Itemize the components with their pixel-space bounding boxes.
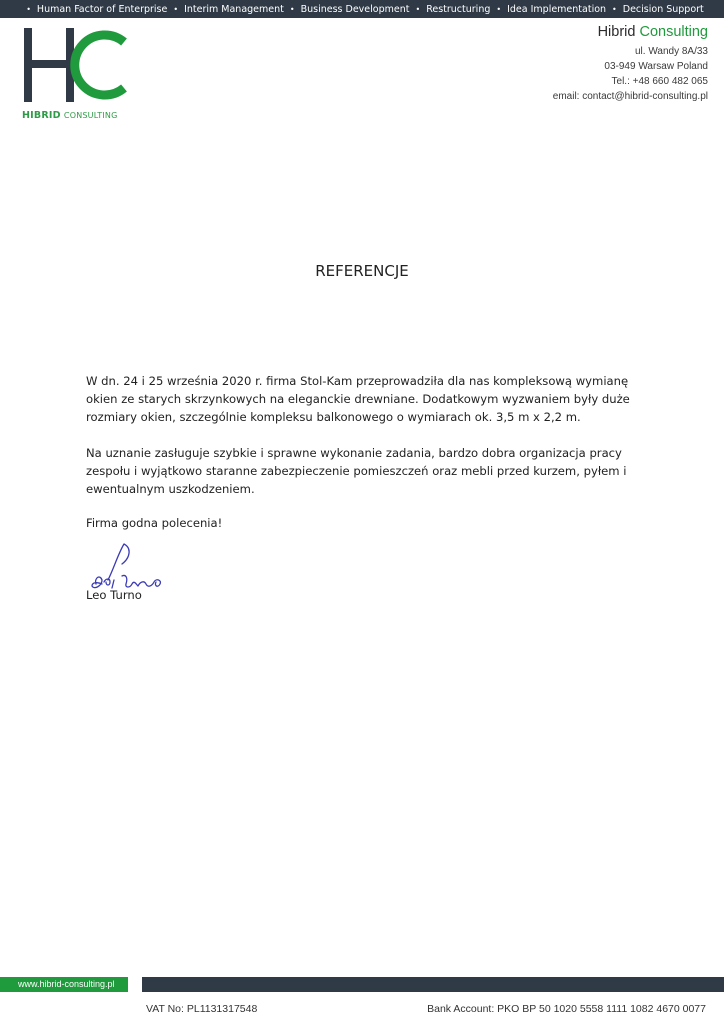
signer-name: Leo Turno (86, 588, 142, 602)
bullet: • (173, 4, 179, 14)
logo-caption-hibrid: HIBRID (22, 110, 61, 121)
company-name-consulting: Consulting (639, 24, 708, 40)
company-info (553, 24, 708, 104)
hc-logo (18, 22, 134, 122)
bullet: • (612, 4, 617, 14)
email: email: contact@hibrid-consulting.pl (552, 91, 708, 102)
logo-caption-consulting: CONSULTING (63, 111, 118, 120)
services-bar (0, 0, 724, 18)
service-item: Idea Implementation (507, 3, 607, 15)
footer-bar (0, 977, 724, 992)
paragraph-1: W dn. 24 i 25 września 2020 r. firma Stol-Kam przeprowadziła dla nas kompleksową wymianę okien ze starych skrzynkowych na eleganckie drewniane. Dodatkowym wyzwaniem były duże rozmiary okien, szczególnie kompleksu balkonowego o wymiarach ok. 3,5 m x 2,2 m. (86, 374, 630, 424)
bank-account: Bank Account: PKO BP 50 1020 5558 1111 1082 4670 0077 (427, 1003, 706, 1015)
website-link[interactable]: www.hibrid-consulting.pl (0, 977, 128, 992)
company-name (553, 24, 708, 40)
service-item: Human Factor of Enterprise (36, 3, 168, 15)
bullet: • (289, 4, 295, 14)
closing-line: Firma godna polecenia! (86, 516, 223, 530)
letter-body (86, 372, 646, 516)
logo-caption (22, 110, 118, 121)
document-title: REFERENCJE (315, 262, 409, 280)
service-item: Restructuring (426, 3, 491, 15)
vat-number: VAT No: PL1131317548 (146, 1003, 258, 1015)
paragraph-2: Na uznanie zasługuje szybkie i sprawne wykonanie zadania, bardzo dobra organizacja pracy zespołu i wyjątkowo staranne zabezpieczenie pomieszczeń oraz mebli przed kurzem, pyłem i ewentualnym uszkodzeniem. (86, 446, 627, 496)
signature-stroke (92, 544, 160, 588)
address-line-2: 03-949 Warsaw Poland (604, 61, 708, 72)
company-name-hibrid: Hibrid (597, 24, 636, 40)
logo-c-arc (75, 35, 124, 95)
phone: Tel.: +48 660 482 065 (611, 76, 708, 87)
bullet: • (26, 4, 31, 14)
service-item: Business Development (300, 3, 410, 15)
bullet: • (496, 4, 502, 14)
bullet: • (415, 4, 421, 14)
address-line-1: ul. Wandy 8A/33 (634, 46, 708, 57)
service-item: Interim Management (184, 3, 284, 15)
service-item: Decision Support (622, 3, 704, 15)
footer-dark-band (142, 977, 724, 992)
